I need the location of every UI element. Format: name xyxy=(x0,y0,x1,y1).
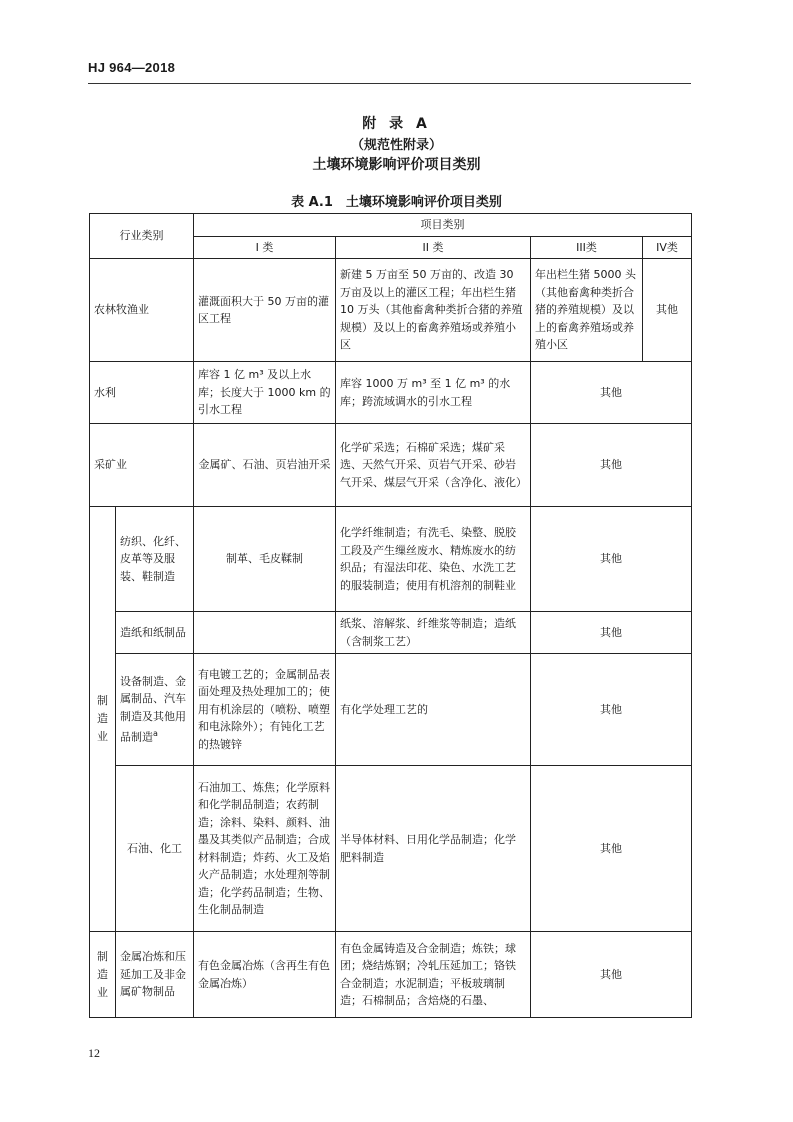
agri-cat4: 其他 xyxy=(643,259,692,362)
header-project-category: 项目类别 xyxy=(194,214,692,237)
mining-cat34: 其他 xyxy=(531,424,692,507)
table-row xyxy=(90,766,692,932)
row-name-metal: 金属冶炼和压延加工及非金属矿物制品 xyxy=(116,932,194,1018)
metal-cat1: 有色金属冶炼（含再生有色金属冶炼） xyxy=(194,932,336,1018)
table-row xyxy=(90,424,692,507)
group-manufacturing-2-label: 制造业 xyxy=(97,949,108,999)
header-cat2: II 类 xyxy=(336,236,531,259)
equipment-cat1: 有电镀工艺的；金属制品表面处理及热处理加工的；使用有机涂层的（喷粉、喷塑和电泳除外）；有钝化工艺的热镀锌 xyxy=(194,654,336,766)
equipment-cat34: 其他 xyxy=(531,654,692,766)
mining-cat1: 金属矿、石油、页岩油开采 xyxy=(194,424,336,507)
agri-cat3: 年出栏生猪 5000 头（其他畜禽种类折合猪的养殖规模）及以上的畜禽养殖场或养殖小区 xyxy=(531,259,643,362)
chemical-cat34: 其他 xyxy=(531,766,692,932)
header-industry: 行业类别 xyxy=(90,214,194,259)
chemical-cat1: 石油加工、炼焦；化学原料和化学制品制造；农药制造；涂料、染料、颜料、油墨及其类似产品制造；合成材料制造；炸药、火工及焰火产品制造；水处理剂等制造；化学药品制造；生物、生化制品制造 xyxy=(194,766,336,932)
paper-cat1 xyxy=(194,612,336,654)
textile-cat34: 其他 xyxy=(531,507,692,612)
appendix-subtitle: 土壤环境影响评价项目类别 xyxy=(312,157,481,173)
page-number: 12 xyxy=(88,1046,100,1060)
row-name-chemical: 石油、化工 xyxy=(116,766,194,932)
table-row xyxy=(90,507,692,612)
chemical-cat2: 半导体材料、日用化学品制造；化学肥料制造 xyxy=(336,766,531,932)
appendix-note: （规范性附录） xyxy=(350,138,442,153)
table-row xyxy=(90,362,692,424)
textile-cat1: 制革、毛皮鞣制 xyxy=(194,507,336,612)
header-cat3: III类 xyxy=(531,236,643,259)
table-row xyxy=(90,932,692,1018)
header-cat1: I 类 xyxy=(194,236,336,259)
agri-cat1: 灌溉面积大于 50 万亩的灌区工程 xyxy=(194,259,336,362)
row-name-water: 水利 xyxy=(90,362,194,424)
water-cat1: 库容 1 亿 m³ 及以上水库；长度大于 1000 km 的引水工程 xyxy=(194,362,336,424)
water-cat34: 其他 xyxy=(531,362,692,424)
equipment-footnote-mark: a xyxy=(153,729,158,739)
group-manufacturing xyxy=(90,507,116,932)
paper-cat2: 纸浆、溶解浆、纤维浆等制造；造纸（含制浆工艺） xyxy=(336,612,531,654)
table-row xyxy=(90,654,692,766)
group-manufacturing-label: 制造业 xyxy=(97,694,108,743)
header-cat4: IV类 xyxy=(643,236,692,259)
water-cat2: 库容 1000 万 m³ 至 1 亿 m³ 的水库；跨流域调水的引水工程 xyxy=(336,362,531,424)
group-manufacturing-2 xyxy=(90,932,116,1018)
header-rule xyxy=(88,83,691,84)
table-title: 表 A.1 土壤环境影响评价项目类别 xyxy=(291,195,502,210)
row-name-equipment xyxy=(116,654,194,766)
metal-cat34: 其他 xyxy=(531,932,692,1018)
textile-cat2: 化学纤维制造；有洗毛、染整、脱胶工段及产生缫丝废水、精炼废水的纺织品；有湿法印花、染色、水洗工艺的服装制造；使用有机溶剂的制鞋业 xyxy=(336,507,531,612)
row-name-agri: 农林牧渔业 xyxy=(90,259,194,362)
mining-cat2: 化学矿采选；石棉矿采选；煤矿采选、天然气开采、页岩气开采、砂岩气开采、煤层气开采（含净化、液化） xyxy=(336,424,531,507)
table-row xyxy=(90,259,692,362)
row-name-paper: 造纸和纸制品 xyxy=(116,612,194,654)
row-name-mining: 采矿业 xyxy=(90,424,194,507)
appendix-title: 附 录 A xyxy=(362,116,431,132)
paper-cat34: 其他 xyxy=(531,612,692,654)
table-row xyxy=(90,612,692,654)
equipment-name-text: 设备制造、金属制品、汽车制造及其他用品制造 xyxy=(120,674,186,744)
metal-cat2: 有色金属铸造及合金制造；炼铁；球团；烧结炼钢；冷轧压延加工；铬铁合金制造；水泥制造；平板玻璃制造；石棉制品；含焙烧的石墨、 xyxy=(336,932,531,1018)
agri-cat2: 新建 5 万亩至 50 万亩的、改造 30 万亩及以上的灌区工程；年出栏生猪 10 万头（其他畜禽种类折合猪的养殖规模）及以上的畜禽养殖场或养殖小区 xyxy=(336,259,531,362)
standard-code: HJ 964—2018 xyxy=(88,60,176,75)
equipment-cat2: 有化学处理工艺的 xyxy=(336,654,531,766)
row-name-textile: 纺织、化纤、皮革等及服装、鞋制造 xyxy=(116,507,194,612)
project-category-table xyxy=(89,213,692,1018)
